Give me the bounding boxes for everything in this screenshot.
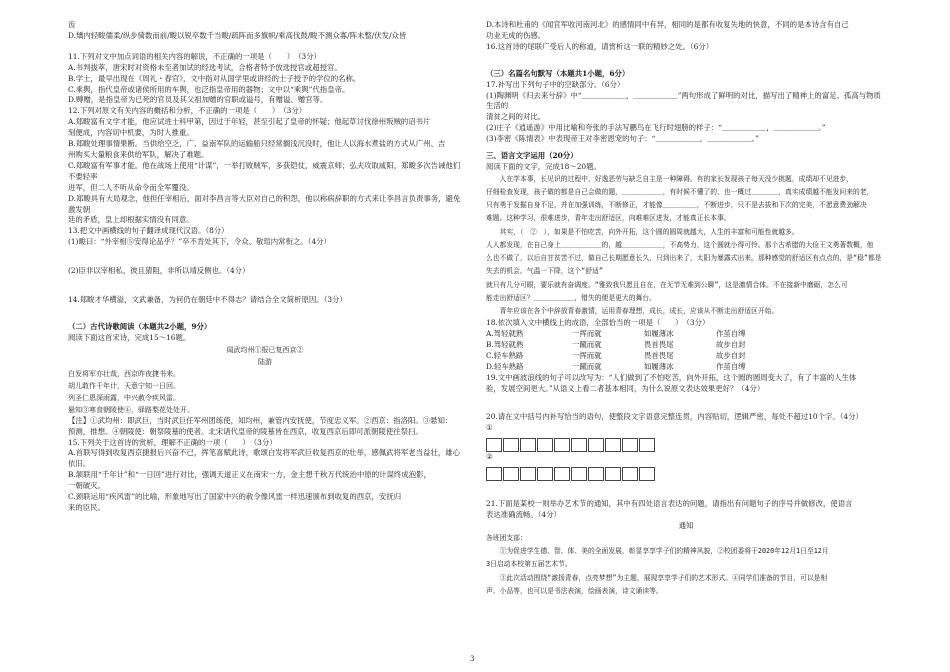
q12-option-c: C.郑畯富有军事才能。他在战场上使用“计谋”，一举打败贼军，多获铠仗，威震京师；弘夫攻取咸阳，郑畯多次告诫他们不要轻率	[68, 160, 461, 181]
poem-line: 胡儿敢作千年计，天意宁知一日回。	[68, 381, 180, 390]
poem-line: 白发将军亦壮哉，西京昨夜捷书来。	[68, 369, 180, 378]
q15-option-a: A.首联写得到收复西京捷报后兴奋不已，挥笔喜赋此诗，歌颂白发将军武巨收复西京的壮举，感佩武将军老当益壮，雄心	[68, 448, 461, 458]
q15-option-b-cont: 一朝破灭。	[68, 481, 105, 491]
q13-sentence-1: (1)畯曰：“外宰相⑤安得论品乎？”卒不肯处其下，令众、敬瑄内常衔之。（4分）	[68, 237, 331, 247]
option-cell: 畏首畏尾	[644, 350, 674, 360]
q21-stem: 21.下面是某校一则举办艺术节的通知，其中有四处语言表达的问题，请指出有问题句子的序号并做修改，使语言	[486, 499, 853, 509]
passage-line: 么也不做了，以后自甘贫苦不过，做自己长期愿意长久，只到出来了，太阳为暴露式出来。那种感觉的舒适区有点点的，是“稳”都是失去的机会。气温一下降，这个“舒适”	[486, 254, 882, 276]
q15-stem: 15.下列关于这首诗的赏析，理解不正确的一项（ ） （3分）	[68, 437, 277, 447]
notice-line: 声、小品等，也可以是书法表演，绘画表演，诗文诵读等。	[486, 586, 663, 595]
q15-option-b: B.颔联用“千年计”和“一日回”进行对比，强调天道正义在南宋一方，金主想千秋万代统治中原的计谋终成泡影，	[68, 470, 431, 480]
left-column	[68, 20, 462, 514]
q16-stem: 16.这首诗的尾联广受后人的称道，请赏析这一联的精妙之处。（6分）	[486, 41, 714, 51]
q18-option-b	[486, 340, 886, 351]
text-line: 齿	[68, 20, 76, 29]
grid-cell[interactable]	[554, 438, 570, 452]
passage-line: 能走出舒适区？＿＿＿＿＿＿，错失的便是更大的舞台。	[486, 293, 656, 302]
grid-cell[interactable]	[520, 438, 536, 452]
poetry-intro: 阅读下面这首宋诗，完成15～16题。	[68, 332, 191, 342]
passage-line: 就只有几分可眼，要乐就有奋调度。“雅致我只愿且自在，在无节无难到公聊”，这是激情合体。不在接新中磨砺，怎么可	[486, 280, 848, 289]
q19-stem-cont: 验，发展空间更大。”从语义上看二者基本相同，为什么说原文表达效果更好？（4分）	[486, 383, 765, 393]
answer-grid-1[interactable]	[486, 438, 886, 452]
notice-line: ①为促进学生德、智、体、美的全面发展，彰显享享学子们的精神风貌，②校团委将于2020年12月1日至12月	[499, 547, 829, 556]
option-cell: 一挥而就	[572, 329, 602, 339]
option-cell: C.轻车熟路	[486, 350, 524, 360]
poem-line: 悬知③寒食朝陵使④，驿路梨花处处开。	[68, 405, 194, 414]
passage-line: 只有勇于发掘自身不足，并在加强训练，不断修正，才能像＿＿＿＿＿，不断进步，只不是去拔和下次的完美，不愿意费劲解决	[486, 201, 867, 210]
grid-cell[interactable]	[605, 467, 621, 481]
q15-option-c-cont: 来的臣民。	[68, 503, 105, 512]
grid-cell[interactable]	[537, 467, 553, 481]
option-cell: 故步自封	[716, 350, 746, 360]
grid-cell[interactable]	[639, 467, 655, 481]
option-cell: 如履薄冰	[644, 361, 674, 371]
grid-cell[interactable]	[588, 467, 604, 481]
q15-option-d: D.本诗和杜甫的《闻官军收河南河北》的感情同中有异，相同的是都有收复失地的快意，不同的是本诗含有自己	[486, 20, 849, 29]
q12-option-c-cont: 进军，但二人不听从命令而全军覆没。	[68, 182, 194, 192]
passage-line: 仔细检查发现，孩子做的都是自己会做的题，＿＿＿＿＿＿，有时候不懂了的，也一概过＿＿＿＿，真实成绩越不能发问来的老，	[486, 188, 874, 197]
passage-line: 难题。这种学习，很难进步，青年走出舒适区，向难难区进发，才能真正长本事。	[486, 214, 731, 223]
q18-option-d	[486, 362, 886, 373]
grid-cell[interactable]	[605, 438, 621, 452]
q18-option-a	[486, 329, 886, 340]
q11-stem: 11.下列对文中加点词语的相关内容的解说，不正确的一项是（ ） （3分）	[68, 51, 321, 61]
q15-option-d-cont: 功业无成的伤感。	[486, 30, 546, 40]
grid-cell[interactable]	[537, 438, 553, 452]
poem-line: 列圣仁恩深雨露，中兴赦令疾风雷。	[68, 393, 180, 402]
q12-option-d-cont: 廷的矛盾，皇上却根据实情没有同意。	[68, 215, 194, 225]
grid-cell[interactable]	[520, 467, 536, 481]
q11-option-d: D.赙赠，是指皇帝为已死的官员及其父祖加赠的官职或谥号，有赠谥、赠官等。	[68, 95, 328, 105]
q12-option-a-cont: 刻便成，内容切中机要，为时人推重。	[68, 128, 194, 138]
q17-stem: 17.补写出下列句子中的空缺部分。（6分）	[486, 79, 625, 89]
passage-line: 人在学本事，长见识的过程中，好逸恶劳与缺乏自主是一种障碍。有的家长发现孩子每天没少挑题，成绩却不见进步，	[499, 174, 854, 183]
q15-option-a-cont: 依旧。	[68, 459, 91, 469]
grid-cell[interactable]	[571, 438, 587, 452]
language-intro: 阅读下面的文字，完成18～20题。	[486, 161, 601, 171]
q21-stem-cont: 表达准确流畅。（4分）	[486, 510, 561, 520]
q20-blank-label-2: ②	[486, 452, 493, 462]
grid-cell[interactable]	[486, 467, 502, 481]
grid-cell[interactable]	[571, 467, 587, 481]
q18-stem: 18.依次填入文中横线上的成语，全部恰当的一项是（ ） （3分）	[486, 318, 710, 328]
q17-item-2: (2)庄子《逍遥游》中用比喻和夸张的手法写鹏鸟在飞行时翅膀的样子：“＿＿＿＿＿＿，＿＿＿＿＿＿。”	[486, 123, 826, 133]
q12-option-a: A.郑畯富有文学才能，他应试进士科甲第，因过于年轻，甚至引起了皇帝的怀疑；他起草讨伐徐州叛贼的诏书片	[68, 117, 431, 127]
grid-cell[interactable]	[588, 438, 604, 452]
section-title-recitation: （三）名篇名句默写（本题共1小题，6分）	[486, 68, 630, 78]
section-title-language: 三、语言文字运用（20分）	[486, 151, 578, 161]
q13-sentence-2: (2)臣非以宰相私，彼且猜阻，非所以靖反侧也。（4分）	[68, 266, 250, 276]
option-cell: D.轻车熟路	[486, 361, 524, 371]
right-column	[486, 20, 886, 598]
q17-item-1-cont: 清贫之间的对比。	[486, 112, 546, 122]
q11-option-c: C.乘舆，指代皇帝或诸侯所用的车舆，也泛指皇帝用的器物；文中以“乘舆”代指皇帝。	[68, 84, 350, 94]
passage-line: 其实，（ ② ），如果是不怕吃苦，向外开拓，这个圆的圆周就越大，人生的丰富和可能性就越多。	[499, 227, 799, 236]
q14-stem: 14.郑畯才华横溢，文武兼备，为何仍在朝廷中不得志？请结合全文简析原因。（3分）	[68, 295, 347, 305]
answer-grid-2[interactable]	[486, 467, 886, 481]
q20-stem: 20.请在文中括号内补写恰当的语句，使整段文字语意完整连贯，内容贴切，逻辑严密，每处不超过10个字。（4分）	[486, 412, 863, 422]
q12-option-d: D.郑畯具有大局观念，他担任宰相后，面对李昌言等大臣对自己的积怨，他以称病辞职的方式来让李昌言负责事务，避免激发朝	[68, 193, 461, 214]
grid-cell[interactable]	[622, 438, 638, 452]
option-cell: 畏首畏尾	[644, 339, 674, 349]
option-cell: A.驾轻就熟	[486, 329, 524, 339]
q15-option-c: C.颈联运用“疾风雷”的比喻，形象地写出了国家中兴的赦令像风雷一样迅速颁布到收复的西京，安抚归	[68, 492, 402, 502]
q11-option-b: B.学士，最早出现在《周礼・春官》，文中指对从国学里或讲经的士子授予的学位的名称。	[68, 73, 361, 83]
page-number: 3	[470, 655, 475, 663]
passage-line: 人人都发现，在自己身上＿＿＿＿＿＿的，越＿＿＿＿＿＿，不高势力，这个圆就小得可怜。那个古希腊的大俭王文勇著数概，他	[486, 240, 874, 249]
grid-cell[interactable]	[622, 467, 638, 481]
grid-cell[interactable]	[503, 467, 519, 481]
option-cell: 如履薄冰	[644, 329, 674, 339]
option-cell: B.驾轻就熟	[486, 339, 524, 349]
notice-greeting: 各班团支部：	[486, 533, 527, 542]
q17-item-1: (1)陶渊明《归去来兮辞》中“＿＿＿＿＿＿，＿＿＿＿＿＿”两句形成了鲜明的对比，描写出了精神上的富足、孤高与物质生活的	[486, 90, 881, 111]
option-cell: 一挥而就	[572, 350, 602, 360]
poem-title: 闻武均州①报已复西京②	[226, 345, 304, 354]
option-cell: 作茧自缚	[716, 329, 746, 339]
poem-author: 陆游	[258, 357, 272, 366]
notice-title: 通知	[678, 520, 694, 530]
option-cell: 故步自封	[716, 339, 746, 349]
q20-blank-label-1: ①	[486, 423, 493, 433]
q12-option-b-cont: 州购买大量粮食来供给军队，解决了难题。	[68, 149, 209, 159]
grid-cell[interactable]	[639, 438, 655, 452]
q10-option-d: D.矯内轻畯儒柔/纵步骑数而前/畯以锐卒数千当畯/疏阵而多旗帜/乘高伐鼓/畯不测众寡/阵未整/伏发/众皆	[68, 30, 407, 40]
grid-cell[interactable]	[486, 438, 502, 452]
passage-line: 青年应该在各个中辞放青春激情，运用青春理想，成长，成长，应该从不断走出舒适区开始。	[499, 306, 779, 315]
q12-option-b: B.郑畯处理事情果断。当供给空乏，广、益南军队的运输船只经常搁浅沉没时，他让人以海水煮盐的方式从广州、吉	[68, 139, 446, 149]
grid-cell[interactable]	[503, 438, 519, 452]
option-cell: 一蹴而就	[572, 339, 602, 349]
q18-option-c	[486, 351, 886, 362]
poem-notes: 【注】①武均州：即武巨，当时武巨任军州团练使，知均州，兼管内安抚使，节度忠义军。②西京：指洛阳。③悬知：	[68, 415, 453, 425]
option-cell: 一蹴而就	[572, 361, 602, 371]
q19-stem: 19.文中画波浪线的句子可以改写为：“人们做到了不怕吃苦，向外开拓，这个圆的圆周变大了，有了丰富的人生体	[486, 372, 857, 382]
q11-option-a: A.书判拔萃，唐宋时对资格未至者加试的经选考试，合格者特予放选授官或超授官。	[68, 62, 342, 72]
q17-item-3: (3)李密《陈情表》中表现帝王对李密恩宠的句子：“＿＿＿＿＿＿，＿＿＿＿＿＿。”	[486, 134, 760, 144]
option-cell: 作茧自缚	[716, 361, 746, 371]
notice-line: 3日启动本校第五届艺术节。	[486, 560, 572, 569]
poem-notes-cont: 预测，推想。④朝陵使：朝祭陵墓的使者。北宋诸代皇帝的陵墓皆在西京，收复西京后即可派朝陵使往祭扫。	[68, 426, 423, 436]
q12-stem: 12.下列对原文有关内容的概括和分析，不正确的一项是（ ） （3分）	[68, 106, 307, 116]
grid-cell[interactable]	[554, 467, 570, 481]
section-title-poetry: （二）古代诗歌阅读（本题共2小题，9分）	[68, 321, 212, 331]
notice-line: ③此次活动围绕“激扬青春，点亮梦想”为主题，展现享享学子们的艺术形式。④同学们准备的节目，可以是相	[499, 573, 828, 582]
q13-stem: 13.把文中画横线的句子翻译成现代汉语。（8分）	[68, 226, 229, 236]
